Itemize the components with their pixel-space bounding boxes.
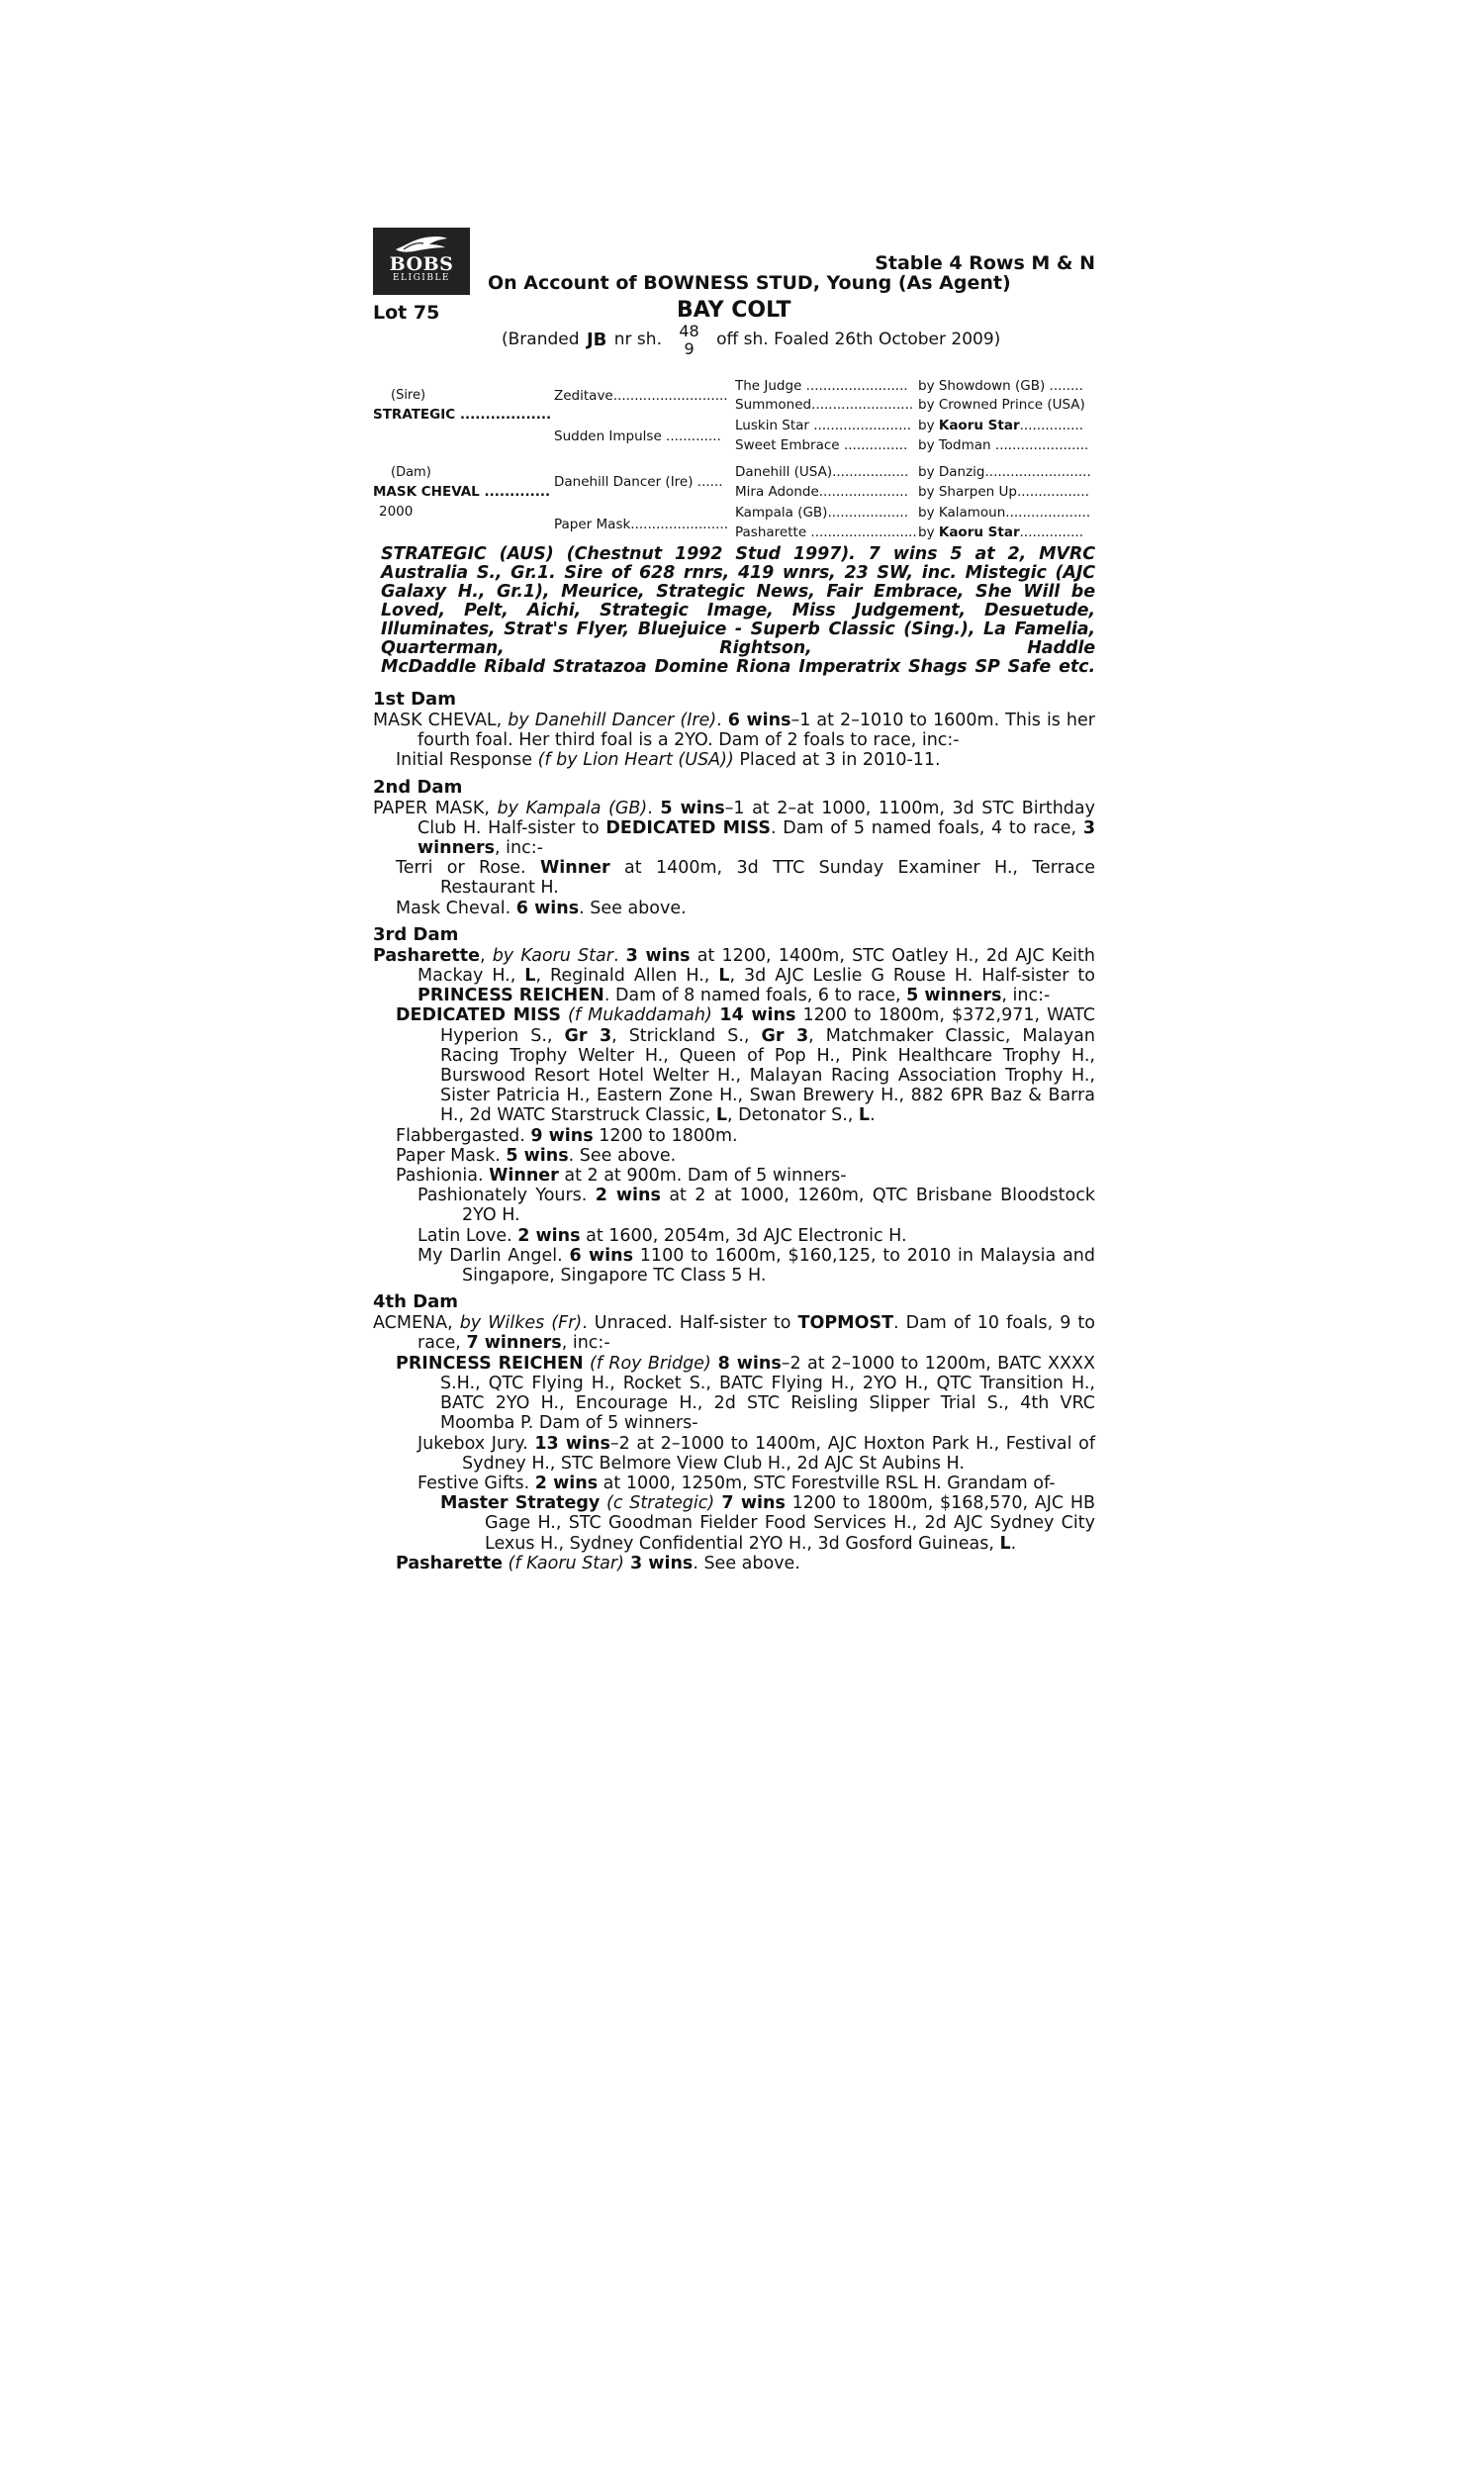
dam-label: (Dam) [391, 465, 431, 480]
text: . [612, 945, 626, 966]
ancestor-4c-name: Kaoru Star [938, 418, 1020, 433]
text: , Strickland S., [611, 1025, 762, 1046]
pedigree-table [373, 376, 1095, 540]
third-dam-grandfoal [373, 1246, 1095, 1285]
third-dam-foal [373, 1126, 1095, 1146]
text: Latin Love. [417, 1225, 518, 1246]
wins: 9 wins [530, 1125, 594, 1146]
sire-ref: (f Kaoru Star) [502, 1553, 624, 1573]
branded-side: nr sh. [613, 330, 662, 349]
sire-ref: by Kaoru Star [492, 945, 613, 966]
ancestor-4h-name: Kaoru Star [938, 524, 1020, 540]
group: Gr 3 [564, 1025, 612, 1046]
text: Pashionately Yours. [417, 1186, 596, 1206]
text: at 1400m, 3d TTC Sunday Examiner H., Terrace Restaurant H. [440, 858, 1095, 899]
ancestor-4c-dots: ............... [1019, 418, 1083, 433]
wins: 2 wins [517, 1225, 581, 1246]
text: 1200 to 1800m, $372,971, WATC Hyperion S., [440, 1005, 1095, 1046]
ancestor-3f: Mira Adonde..................... [735, 484, 908, 500]
listed: L [858, 1105, 871, 1126]
horse-name: Pasharette [373, 945, 480, 966]
ancestor-4h-dots: ............... [1019, 524, 1083, 540]
vendor-account: On Account of BOWNESS STUD, Young (As Agent) [488, 272, 1011, 294]
winners: 3 winners [417, 817, 1096, 859]
text: , 3d AJC Leslie G Rouse H. Half-sister to [729, 966, 1095, 987]
second-dam-entry [373, 799, 1095, 859]
black-type: TOPMOST [797, 1313, 894, 1334]
stable-location: Stable 4 Rows M & N [875, 252, 1095, 274]
text: , [479, 945, 493, 966]
text: MASK CHEVAL, [373, 711, 509, 730]
ancestor-3g: Kampala (GB)................... [735, 505, 908, 521]
text: Terri or Rose. [396, 858, 540, 879]
winners: 7 winners [466, 1333, 562, 1354]
ancestor-3b: Summoned........................ [735, 397, 914, 413]
branded-prefix: (Branded [502, 330, 580, 349]
sire-ref: (f by Lion Heart (USA)) [537, 750, 734, 771]
fourth-dam-entry [373, 1313, 1095, 1353]
text: . [1010, 1533, 1017, 1554]
text: –1 at 2–1010 to 1600m. This is her fourth foal. Her third foal is a 2YO. Dam of 2 foals to race, inc:- [417, 711, 1095, 751]
wins: 14 wins [711, 1005, 796, 1026]
sire-sire: Zeditave........................... [554, 388, 728, 404]
third-dam-foal [373, 1166, 1095, 1186]
lot-number: Lot 75 [373, 302, 440, 324]
ancestor-3c: Luskin Star ....................... [735, 418, 911, 433]
ancestor-3a: The Judge ........................ [735, 378, 908, 394]
listed: L [715, 1105, 728, 1126]
listed: L [718, 966, 730, 987]
wins: 8 wins [710, 1353, 782, 1374]
wins: 7 wins [714, 1493, 786, 1514]
text: . Dam of 5 named foals, 4 to race, [770, 817, 1083, 838]
listed: L [524, 966, 536, 987]
text: . [870, 1105, 876, 1126]
sire-dam: Sudden Impulse ............. [554, 428, 721, 444]
wins: 13 wins [534, 1433, 610, 1454]
text: Paper Mask. [396, 1145, 507, 1166]
ancestor-3e: Danehill (USA).................. [735, 464, 909, 480]
ancestor-4e: by Danzig......................... [918, 464, 1091, 480]
text: , inc:- [1001, 986, 1051, 1006]
text: –1 at 2–at 1000, 1100m, 3d STC Birthday Club H. Half-sister to [417, 798, 1095, 838]
wins: Winner [539, 858, 610, 879]
group: Gr 3 [761, 1025, 809, 1046]
brand-number-bottom: 9 [684, 339, 695, 358]
text: 1200 to 1800m. [593, 1125, 738, 1146]
ancestor-3h: Pasharette ......................... [735, 524, 917, 540]
text: , inc:- [495, 838, 543, 859]
text: at 1600, 2054m, 3d AJC Electronic H. [580, 1225, 907, 1246]
text: Initial Response [396, 750, 538, 771]
sire-ref: (f Mukaddamah) [560, 1005, 712, 1026]
third-dam-heading: 3rd Dam [373, 923, 459, 945]
text: Mask Cheval. [396, 898, 516, 918]
brand-details [502, 322, 1000, 357]
wins: 5 wins [660, 798, 725, 818]
text: 1100 to 1600m, $160,125, to 2010 in Malaysia and Singapore, Singapore TC Class 5 H. [462, 1245, 1095, 1286]
wins: 6 wins [569, 1245, 633, 1266]
sire-ref: (c Strategic) [600, 1493, 715, 1514]
text: Festive Gifts. [417, 1473, 535, 1493]
sire-ref: by Wilkes (Fr) [459, 1313, 583, 1334]
ancestor-4g: by Kalamoun.................... [918, 505, 1091, 521]
fourth-dam-foal [373, 1554, 1095, 1573]
third-dam-foal [373, 1005, 1095, 1125]
fourth-dam-foal [373, 1354, 1095, 1434]
second-dam-heading: 2nd Dam [373, 776, 463, 798]
foaled-date: off sh. Foaled 26th October 2009) [716, 330, 1001, 349]
ancestor-4h [918, 524, 1083, 540]
sire-name: STRATEGIC .................. [373, 407, 552, 423]
black-type: DEDICATED MISS [605, 817, 771, 838]
ancestor-3d: Sweet Embrace ............... [735, 437, 908, 453]
text: 1200 to 1800m, $168,570, AJC HB Gage H., STC Goodman Fielder Food Services H., 2d AJC Sydney City Lexus H., Sydney Confidential 2YO H., 3d Gosford Guineas, [485, 1493, 1095, 1554]
text: Pashionia. [396, 1166, 490, 1187]
first-dam-heading: 1st Dam [373, 689, 456, 710]
fourth-dam-heading: 4th Dam [373, 1291, 459, 1313]
third-dam-entry [373, 946, 1095, 1006]
sire-label: (Sire) [391, 388, 426, 403]
first-dam-foal [373, 750, 1095, 770]
text: Jukebox Jury. [417, 1433, 535, 1454]
brand-number [679, 322, 698, 357]
wins: 2 wins [595, 1186, 661, 1206]
text: at 2 at 1000, 1260m, QTC Brisbane Bloodstock 2YO H. [462, 1186, 1095, 1226]
dam-dam: Paper Mask....................... [554, 517, 728, 532]
brand-mark: JB [586, 329, 607, 350]
second-dam-foal [373, 858, 1095, 898]
sire-summary [381, 545, 1095, 677]
horse-description: BAY COLT [677, 298, 791, 323]
text: . Dam of 8 named foals, 6 to race, [603, 986, 907, 1006]
fourth-dam-grandfoal [373, 1474, 1095, 1493]
ancestor-4f: by Sharpen Up................. [918, 484, 1089, 500]
text: . [716, 711, 728, 730]
ancestor-4a: by Showdown (GB) ........ [918, 378, 1083, 394]
wins: Winner [489, 1166, 559, 1187]
sire-summary-last: McDaddle Ribald Stratazoa Domine Riona Imperatrix Shags SP Safe etc. [381, 657, 1095, 677]
third-dam-grandfoal [373, 1226, 1095, 1246]
catalogue-text [373, 545, 1095, 1573]
ancestor-4h-prefix: by [918, 524, 939, 540]
ancestor-4c [918, 418, 1083, 433]
bird-icon [392, 234, 451, 255]
horse-name: Pasharette [396, 1553, 503, 1573]
wins: 6 wins [727, 711, 791, 730]
fourth-dam-grandfoal [373, 1434, 1095, 1474]
horse-name: Master Strategy [440, 1493, 601, 1514]
text: PAPER MASK, [373, 798, 498, 818]
text: . Dam of 10 foals, 9 to race, [417, 1313, 1095, 1354]
text: Flabbergasted. [396, 1125, 531, 1146]
dam-year: 2000 [379, 504, 414, 520]
sire-ref: by Kampala (GB) [497, 798, 648, 818]
text: , inc:- [561, 1333, 610, 1354]
text: at 2 at 900m. Dam of 5 winners- [558, 1166, 847, 1187]
dam-name: MASK CHEVAL ............. [373, 484, 551, 500]
listed: L [999, 1533, 1011, 1554]
second-dam-foal [373, 899, 1095, 918]
black-type: PRINCESS REICHEN [417, 986, 604, 1006]
ancestor-4b: by Crowned Prince (USA) [918, 397, 1085, 413]
logo-text: BOBS [389, 253, 454, 275]
text: . See above. [693, 1553, 800, 1573]
wins: 2 wins [534, 1473, 599, 1493]
logo-subtext: ELIGIBLE [392, 273, 450, 283]
horse-name: DEDICATED MISS [396, 1005, 561, 1026]
sire-ref: by Danehill Dancer (Ire) [508, 711, 717, 730]
wins: 3 wins [623, 1553, 694, 1573]
text: –2 at 2–1000 to 1400m, AJC Hoxton Park H., Festival of Sydney H., STC Belmore View Club H., 2d AJC St Aubins H. [462, 1433, 1095, 1474]
third-dam-foal [373, 1146, 1095, 1166]
text: . [647, 798, 661, 818]
winners: 5 winners [906, 986, 1002, 1006]
text: at 1200, 1400m, STC Oatley H., 2d AJC Keith Mackay H., [417, 945, 1095, 987]
text: Placed at 3 in 2010-11. [733, 750, 941, 771]
horse-name: PRINCESS REICHEN [396, 1353, 584, 1374]
first-dam-entry [373, 711, 1095, 750]
text: ACMENA, [373, 1313, 460, 1334]
sire-ref: (f Roy Bridge) [583, 1353, 711, 1374]
text: , Detonator S., [727, 1105, 859, 1126]
dam-sire: Danehill Dancer (Ire) ...... [554, 474, 723, 490]
wins: 3 wins [625, 945, 691, 966]
bobs-logo [373, 228, 470, 295]
text: My Darlin Angel. [417, 1245, 570, 1266]
wins: 5 wins [506, 1145, 569, 1166]
brand-number-top: 48 [679, 322, 699, 340]
ancestor-4d: by Todman ...................... [918, 437, 1089, 453]
ancestor-4c-prefix: by [918, 418, 939, 433]
wins: 6 wins [515, 898, 580, 918]
text: , Reginald Allen H., [535, 966, 719, 987]
text: . Unraced. Half-sister to [582, 1313, 798, 1334]
fourth-dam-greatgrandfoal [373, 1493, 1095, 1554]
text: . See above. [579, 898, 687, 918]
text: –2 at 2–1000 to 1200m, BATC XXXX S.H., QTC Flying H., Rocket S., BATC Flying H., 2YO H., QTC Transition H., BATC 2YO H., Encourage H., 2d STC Reisling Slipper Trial S., 4th VRC Moomba P. Dam of 5 winners- [440, 1353, 1095, 1434]
text: , Matchmaker Classic, Malayan Racing Trophy Welter H., Queen of Pop H., Pink Healthcare Trophy H., Burswood Resort Hotel Welter H., Malayan Racing Association Trophy H., Sister Patricia H., Eastern Zone H., Swan Brewery H., 882 6PR Baz & Barra H., 2d WATC Starstruck Classic, [440, 1025, 1095, 1126]
text: . See above. [568, 1145, 677, 1166]
text: at 1000, 1250m, STC Forestville RSL H. Grandam of- [598, 1473, 1056, 1493]
sire-summary-main: STRATEGIC (AUS) (Chestnut 1992 Stud 1997). 7 wins 5 at 2, MVRC Australia S., Gr.1. Sire of 628 rnrs, 419 wnrs, 23 SW, inc. Mistegic (AJC Galaxy H., Gr.1), Meurice, Strategic News, Fair Embrace, She Will be Loved, Pelt, Aichi, Strategic Image, Miss Judgement, Desuetude, Illuminates, Strat's Flyer, Bluejuice - Superb Classic (Sing.), La Famelia, Quarterman, Rightson, Haddle [381, 544, 1095, 658]
third-dam-grandfoal [373, 1186, 1095, 1225]
